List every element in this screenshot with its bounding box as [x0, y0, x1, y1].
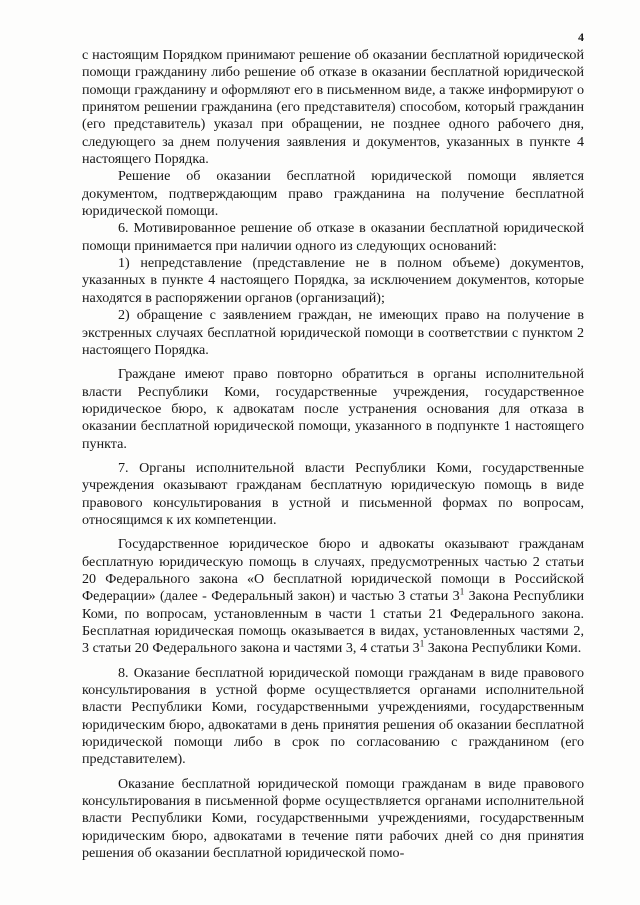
superscript-1: 1: [419, 638, 425, 649]
paragraph-subitem-2: 2) обращение с заявлением граждан, не имеющих право на получение в экстренных случаях бесплатной юридической помощи в соответствии с пунктом 2 настоящего Порядка.: [82, 307, 584, 358]
paragraph-item-8: 8. Оказание бесплатной юридической помощи гражданам в виде правового консультирования в устной форме осуществляется органами исполнительной власти Республики Коми, государственными учреждениями, государственным юридическим бюро, адвокатами в день принятия решения об оказании бесплатной юридической помощи либо в срок по согласованию с гражданином (его представителем).: [82, 664, 584, 768]
legal-bureau-text-a: Государственное юридическое бюро и адвокаты оказывают гражданам бесплатную юридическую помощь в случаях, предусмотренных частью 2 статьи 20 Федерального закона «О бесплатной юридической помощи в Российской Федерации» (далее - Федеральный закон) и частью 3 статьи 3: [82, 536, 584, 605]
paragraph-legal-bureau: [82, 536, 584, 657]
legal-bureau-text-b: Закона Республики Коми, по вопросам, установленным в части 1 статьи 21 Федерального закона. Бесплатная юридическая помощь оказывается в видах, установленных частями 2, 3 статьи 20 Федерального закона и частями 3, 4 статьи 3: [82, 588, 584, 657]
document-body: [82, 47, 584, 862]
paragraph-written-consultation: Оказание бесплатной юридической помощи гражданам в виде правового консультирования в письменной форме осуществляется органами исполнительной власти Республики Коми, государственными учреждениями, государственным юридическим бюро, адвокатами в течение пяти рабочих дней со дня принятия решения об оказании бесплатной юридической помо-: [82, 775, 584, 862]
page-number: 4: [578, 30, 584, 44]
legal-bureau-text-c: Закона Республики Коми.: [424, 640, 582, 657]
paragraph-continuation: с настоящим Порядком принимают решение об оказании бесплатной юридической помощи гражданину либо решение об отказе в оказании бесплатной юридической помощи гражданину и оформляют его в письменном виде, а также информируют о принятом решении гражданина (его представителя) способом, который гражданин (его представитель) указал при обращении, не позднее одного рабочего дня, следующего за днем получения заявления и документов, указанных в пункте 4 настоящего Порядка.: [82, 47, 584, 168]
paragraph-repeat-appeal: Граждане имеют право повторно обратиться в органы исполнительной власти Республики Коми, государственные учреждения, государственное юридическое бюро, к адвокатам после устранения основания для отказа в оказании бесплатной юридической помощи, указанного в подпункте 1 настоящего пункта.: [82, 366, 584, 452]
superscript-1: 1: [459, 586, 465, 597]
paragraph-item-7: 7. Органы исполнительной власти Республики Коми, государственные учреждения оказывают гражданам бесплатную юридическую помощь в виде правового консультирования в устной и письменной формах по вопросам, относящимся к их компетенции.: [82, 459, 584, 528]
paragraph-decision-document: Решение об оказании бесплатной юридической помощи является документом, подтверждающим право гражданина на получение бесплатной юридической помощи.: [82, 168, 584, 220]
paragraph-subitem-1: 1) непредставление (представление не в полном объеме) документов, указанных в пункте 4 настоящего Порядка, за исключением документов, которые находятся в распоряжении органов (организаций);: [82, 255, 584, 306]
paragraph-item-6: 6. Мотивированное решение об отказе в оказании бесплатной юридической помощи принимается при наличии одного из следующих оснований:: [82, 220, 584, 254]
